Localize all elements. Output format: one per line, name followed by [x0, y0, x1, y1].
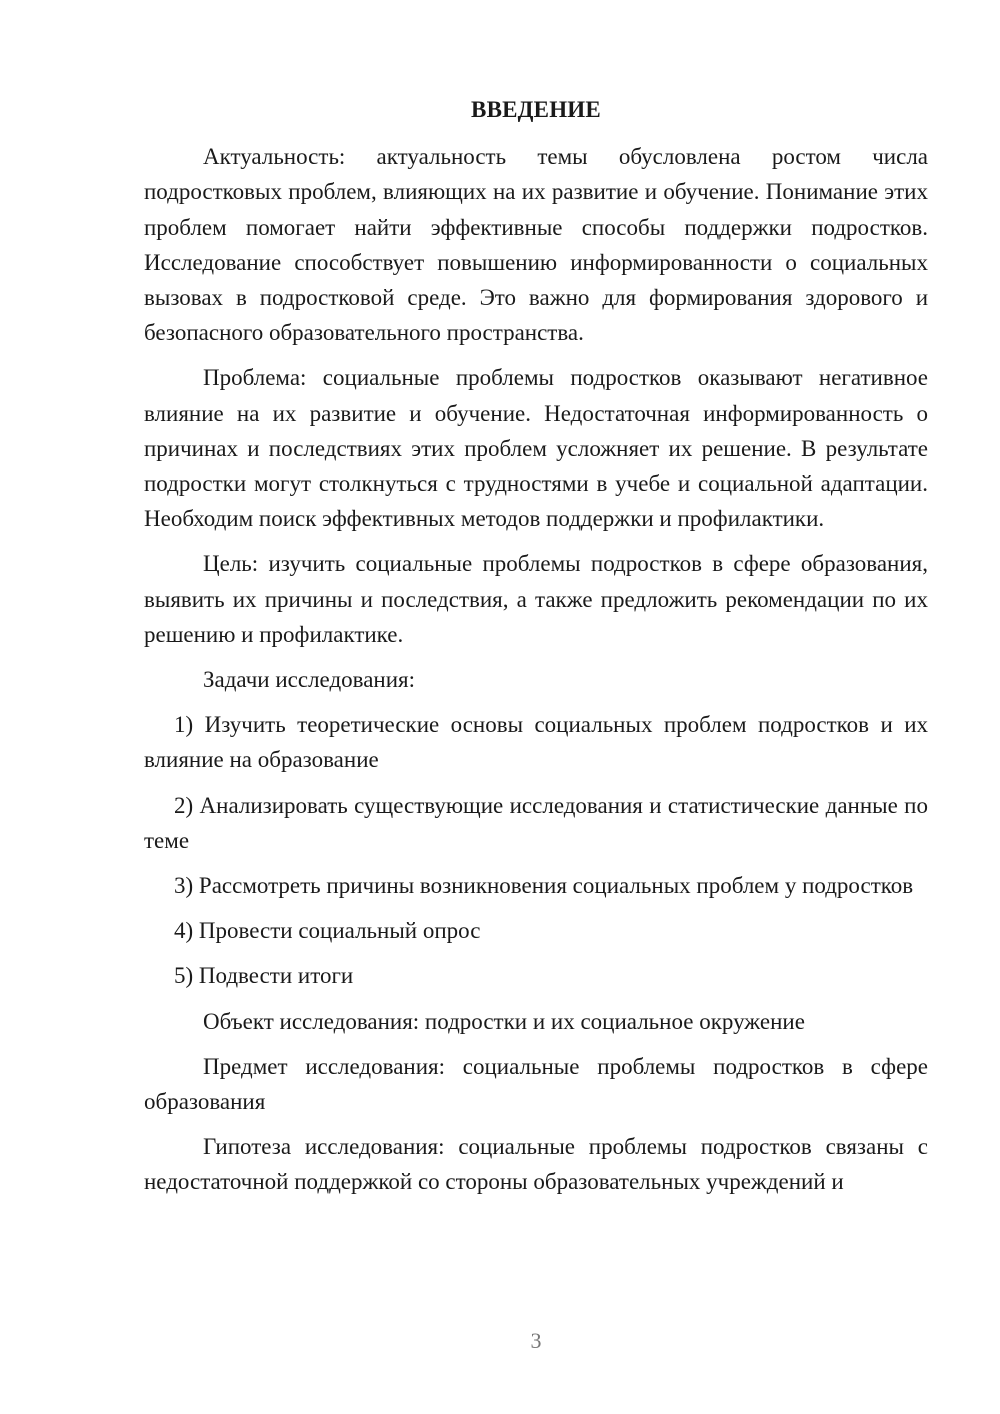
page-content [144, 92, 928, 1210]
research-object: Объект исследования: подростки и их социальное окружение [203, 1008, 805, 1034]
paragraph-relevance: Актуальность: актуальность темы обусловлена ростом числа подростковых проблем, влияющих на их развитие и обучение. Понимание этих проблем помогает найти эффективные способы поддержки подростков. Исследование способствует повышению информированности о социальных вызовах в подростковой среде. Это важно для формирования здорового и безопасного образовательного пространства. [144, 144, 928, 346]
task-item-5: 5) Подвести итоги [174, 963, 354, 989]
section-title: ВВЕДЕНИЕ [471, 97, 601, 122]
paragraph-goal: Цель: изучить социальные проблемы подростков в сфере образования, выявить их причины и последствия, а также предложить рекомендации по их решению и профилактике. [144, 551, 928, 647]
paragraph-problem: Проблема: социальные проблемы подростков оказывают негативное влияние на их развитие и обучение. Недостаточная информированность о причинах и последствиях этих проблем усложняет их решение. В результате подростки могут столкнуться с трудностями в учебе и социальной адаптации. Необходим поиск эффективных методов поддержки и профилактики. [144, 365, 928, 532]
research-subject: Предмет исследования: социальные проблемы подростков в сфере образования [144, 1053, 928, 1115]
task-item-2: 2) Анализировать существующие исследования и статистические данные по теме [144, 792, 928, 853]
page-number: 3 [530, 1328, 542, 1353]
task-item-1: 1) Изучить теоретические основы социальных проблем подростков и их влияние на образование [144, 712, 928, 773]
tasks-heading: Задачи исследования: [203, 667, 416, 693]
task-item-4: 4) Провести социальный опрос [174, 918, 481, 944]
research-hypothesis: Гипотеза исследования: социальные проблемы подростков связаны с недостаточной поддержкой со стороны образовательных учреждений и [144, 1134, 928, 1195]
task-item-3: 3) Рассмотреть причины возникновения социальных проблем у подростков [174, 873, 914, 899]
